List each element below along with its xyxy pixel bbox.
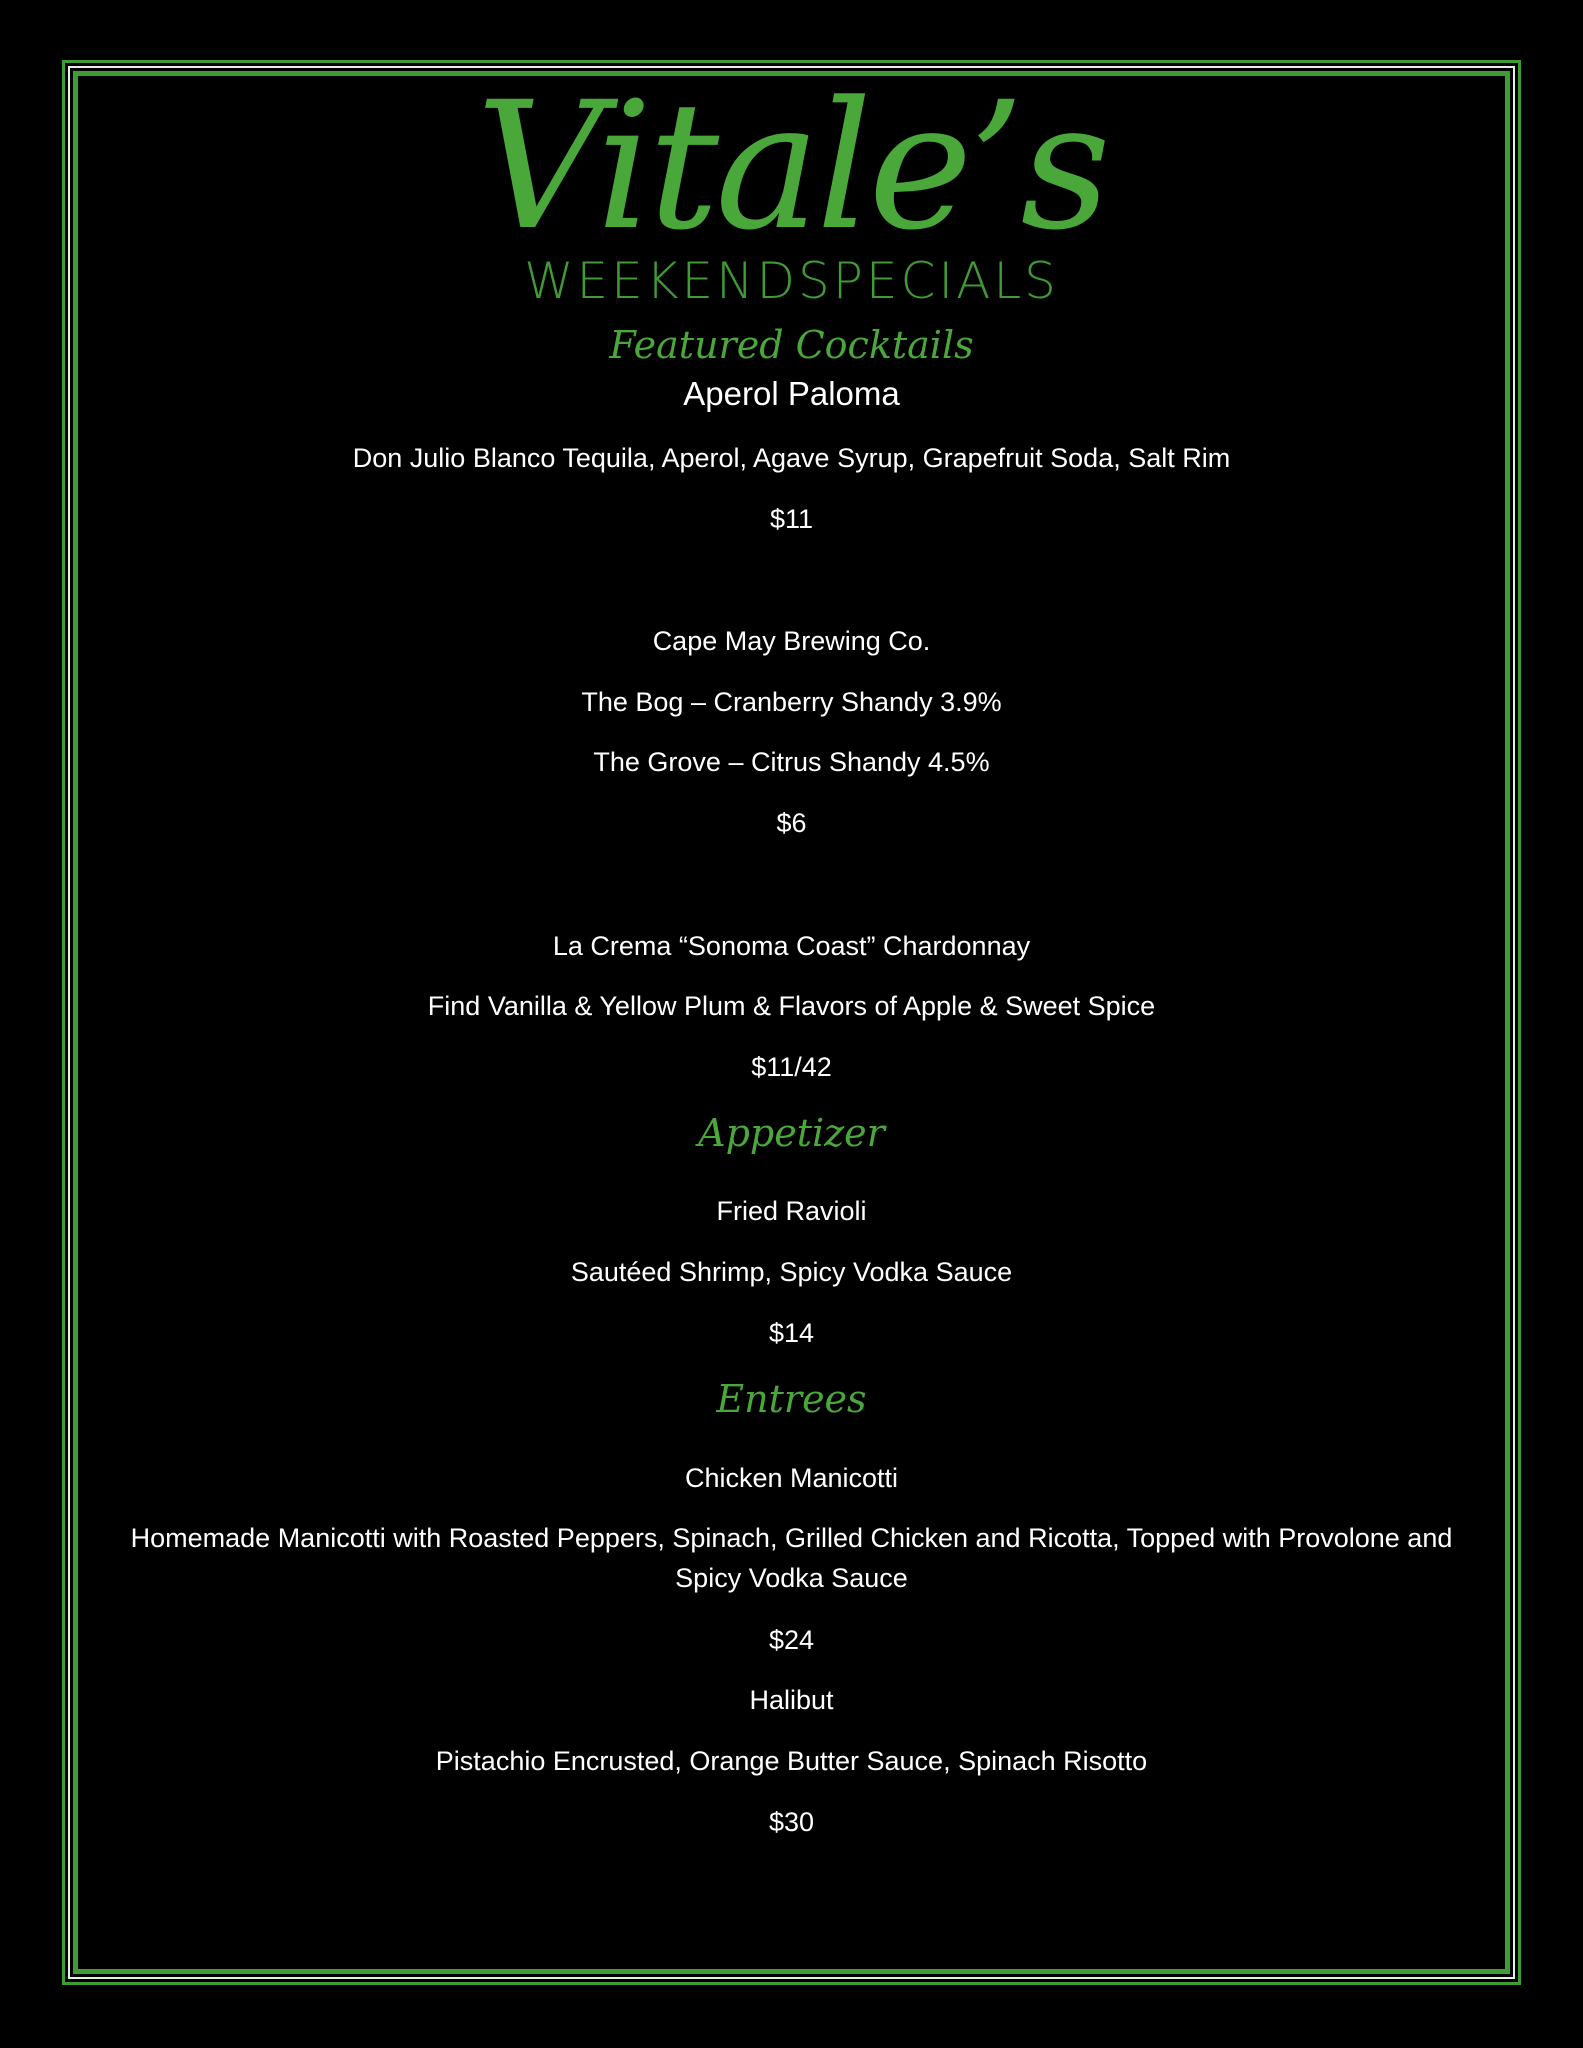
section-heading-appetizer: Appetizer <box>698 1111 885 1155</box>
item-title-chicken-manicotti: Chicken Manicotti <box>684 1463 899 1493</box>
item-line-the-bog: The Bog – Cranberry Shandy 3.9% <box>581 687 1002 717</box>
section-heading-cocktails: Featured Cocktails <box>609 323 974 367</box>
item-description-aperol-paloma: Don Julio Blanco Tequila, Aperol, Agave Syrup, Grapefruit Soda, Salt Rim <box>352 443 1231 473</box>
item-title-fried-ravioli: Fried Ravioli <box>716 1196 867 1226</box>
item-description-la-crema: Find Vanilla & Yellow Plum & Flavors of Apple & Sweet Spice <box>427 991 1156 1021</box>
item-price-fried-ravioli: $14 <box>768 1318 815 1348</box>
item-title-la-crema: La Crema “Sonoma Coast” Chardonnay <box>552 931 1031 961</box>
item-price-beer: $6 <box>776 808 807 838</box>
page-subtitle: WEEKENDSPECIALS <box>524 252 1059 310</box>
section-heading-entrees: Entrees <box>716 1377 867 1421</box>
item-price-la-crema: $11/42 <box>751 1052 832 1082</box>
item-title-cape-may-brewing: Cape May Brewing Co. <box>652 626 931 656</box>
item-price-chicken-manicotti: $24 <box>768 1625 815 1655</box>
item-price-halibut: $30 <box>768 1807 815 1837</box>
item-price-aperol-paloma: $11 <box>769 504 814 534</box>
item-title-halibut: Halibut <box>749 1685 834 1715</box>
item-description-halibut: Pistachio Encrusted, Orange Butter Sauce, Spinach Risotto <box>435 1746 1148 1776</box>
item-description-fried-ravioli: Sautéed Shrimp, Spicy Vodka Sauce <box>570 1257 1013 1287</box>
item-description-chicken-manicotti: Homemade Manicotti with Roasted Peppers, Spinach, Grilled Chicken and Ricotta, Topped with Provolone and Spicy Vodka Sauce <box>130 1523 1453 1593</box>
item-line-the-grove: The Grove – Citrus Shandy 4.5% <box>593 747 990 777</box>
restaurant-logo-title: Vitale’s <box>476 64 1107 269</box>
item-title-aperol-paloma: Aperol Paloma <box>683 375 900 412</box>
